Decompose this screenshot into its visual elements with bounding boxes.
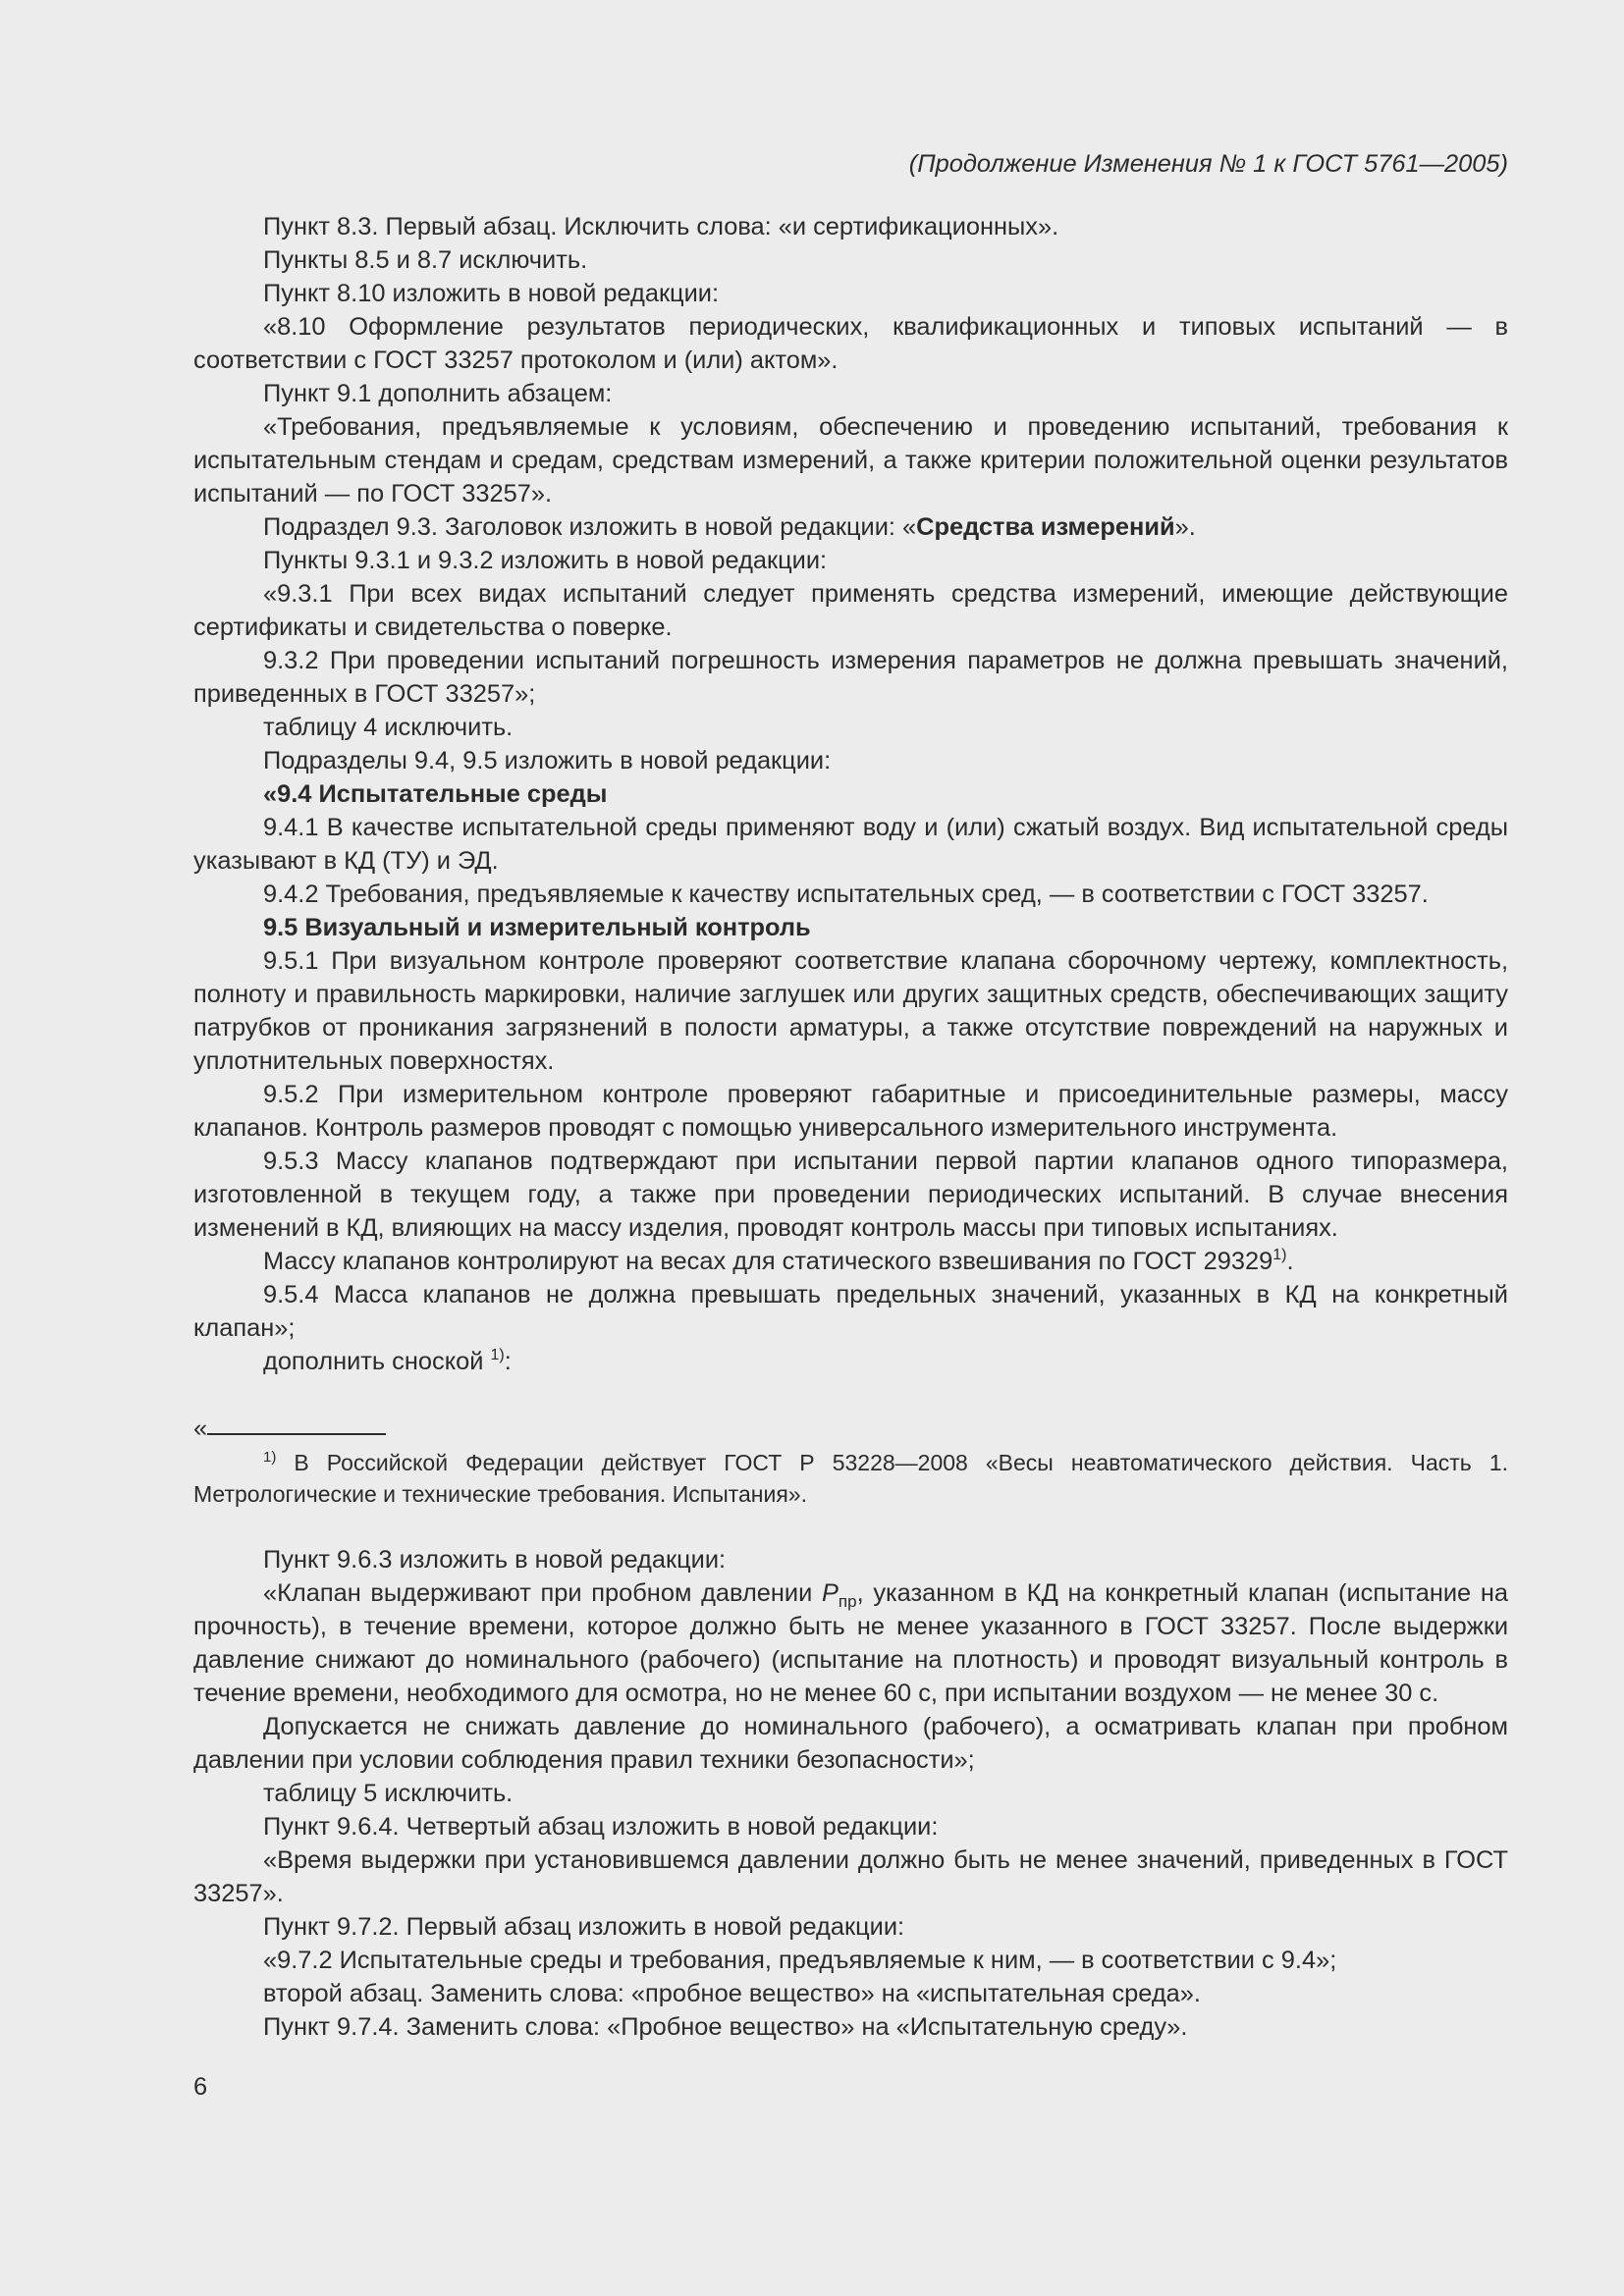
footnote-rule (207, 1433, 386, 1435)
paragraph: 9.4.2 Требования, предъявляемые к качеству испытательных сред, — в соответствии с ГОСТ 33257. (263, 881, 1429, 908)
paragraph: Допускается не снижать давление до номинального (рабочего), а осматривать клапан при пробном давлении при условии соблюдения правил техники безопасности»; (193, 1713, 1508, 1774)
footnote-separator (193, 1415, 1508, 1442)
running-header: (Продолжение Изменения № 1 к ГОСТ 5761—2005) (908, 150, 1508, 178)
paragraph: «9.3.1 При всех видах испытаний следует применять средства измерений, имеющие действующие сертификаты и свидетельства о поверке. (193, 580, 1508, 641)
section-heading (193, 911, 1508, 944)
paragraph: второй абзац. Заменить слова: «пробное вещество» на «испытательная среда». (263, 1980, 1201, 2007)
paragraph: Пункт 9.6.4. Четвертый абзац изложить в новой редакции: (263, 1813, 939, 1841)
text-run: «Клапан выдерживают при пробном давлении (263, 1579, 822, 1607)
footnote (193, 1447, 1508, 1510)
paragraph (193, 1576, 1508, 1710)
section-heading (193, 777, 1508, 811)
paragraph: Подразделы 9.4, 9.5 изложить в новой редакции: (263, 747, 832, 774)
text-run: . (1286, 1248, 1294, 1275)
paragraph: Пункт 9.7.2. Первый абзац изложить в новой редакции: (263, 1913, 905, 1941)
paragraph: 9.5.4 Масса клапанов не должна превышать предельных значений, указанных в КД на конкретный клапан»; (193, 1281, 1508, 1342)
text-run: Подраздел 9.3. Заголовок изложить в новой редакции: « (263, 513, 917, 541)
paragraph: Пункты 9.3.1 и 9.3.2 изложить в новой редакции: (263, 547, 828, 574)
variable-p: P (821, 1579, 839, 1607)
paragraph (193, 510, 1508, 544)
paragraph: 9.5.1 При визуальном контроле проверяют соответствие клапана сборочному чертежу, комплектность, полноту и правильность маркировки, наличие заглушек или других защитных средств, обеспечивающих защиту патрубков от проникания загрязнений в полости арматуры, а также отсутствие повреждений на наружных и уплотнительных поверхностях. (193, 947, 1508, 1075)
footnote-text: В Российской Федерации действует ГОСТ Р 53228—2008 «Весы неавтоматического действия. Часть 1. Метрологические и технические требования. Испытания». (193, 1450, 1508, 1507)
spacer (193, 1510, 1508, 1543)
paragraph: Пункт 9.6.3 изложить в новой редакции: (263, 1546, 727, 1574)
variable-subscript: пр (838, 1592, 857, 1611)
paragraph: «Требования, предъявляемые к условиям, обеспечению и проведению испытаний, требования к испытательным стендам и средам, средствам измерений, а также критерии положительной оценки результатов испытаний — по ГОСТ 33257». (193, 413, 1508, 507)
paragraph: 9.5.2 При измерительном контроле проверяют габаритные и присоединительные размеры, массу клапанов. Контроль размеров проводят с помощью универсального измерительного инструмента. (193, 1081, 1508, 1142)
paragraph (193, 1245, 1508, 1278)
bold-title: Средства измерений (916, 513, 1175, 541)
footnote-ref: 1) (490, 1347, 505, 1363)
footnote-mark: 1) (263, 1449, 277, 1466)
paragraph: 9.3.2 При проведении испытаний погрешность измерения параметров не должна превышать значений, приведенных в ГОСТ 33257»; (193, 647, 1508, 708)
paragraph: Пункт 9.1 дополнить абзацем: (263, 380, 613, 407)
section-heading-text: «9.4 Испытательные среды (263, 780, 608, 808)
opening-quote: « (193, 1415, 208, 1442)
paragraph: «Время выдержки при установившемся давлении должно быть не менее значений, приведенных в ГОСТ 33257». (193, 1846, 1508, 1907)
paragraph: таблицу 5 исключить. (263, 1780, 514, 1807)
paragraph: «9.7.2 Испытательные среды и требования, предъявляемые к ним, — в соответствии с 9.4»; (263, 1947, 1337, 1974)
text-run: дополнить сноской (263, 1348, 491, 1375)
paragraph: 9.5.3 Массу клапанов подтверждают при испытании первой партии клапанов одного типоразмера, изготовленной в текущем году, а также при проведении периодических испытаний. В случае внесения изменений в КД, влияющих на массу изделия, проводят контроль массы при типовых испытаниях. (193, 1148, 1508, 1242)
paragraph (193, 1345, 1508, 1378)
page-number: 6 (193, 2073, 208, 2101)
text-run: Массу клапанов контролируют на весах для статического взвешивания по ГОСТ 29329 (263, 1248, 1273, 1275)
paragraph: Пункт 8.3. Первый абзац. Исключить слова: «и сертификационных». (263, 213, 1059, 240)
text-run: : (504, 1348, 512, 1375)
text-run: ». (1174, 513, 1196, 541)
paragraph: Пункт 8.10 изложить в новой редакции: (263, 280, 720, 307)
section-heading-text: 9.5 Визуальный и измерительный контроль (263, 914, 811, 941)
paragraph: 9.4.1 В качестве испытательной среды применяют воду и (или) сжатый воздух. Вид испытательной среды указывают в КД (ТУ) и ЭД. (193, 814, 1508, 875)
text-run: , указанном в КД на конкретный клапан (испытание на прочность), в течение времени, которое должно быть не менее указанного в ГОСТ 33257. После выдержки давление снижают до номинального (рабочего) (испытание на плотность) и проводят визуальный контроль в течение времени, необходимого для осмотра, но не менее 60 с, при испытании воздухом — не менее 30 с. (193, 1579, 1508, 1707)
paragraph: «8.10 Оформление результатов периодических, квалификационных и типовых испытаний — в соответствии с ГОСТ 33257 протоколом и (или) актом». (193, 313, 1508, 374)
footnote-ref: 1) (1272, 1247, 1287, 1263)
paragraph: Пункт 9.7.4. Заменить слова: «Пробное вещество» на «Испытательную среду». (263, 2013, 1188, 2041)
paragraph: Пункты 8.5 и 8.7 исключить. (263, 246, 588, 274)
paragraph: таблицу 4 исключить. (263, 714, 514, 741)
